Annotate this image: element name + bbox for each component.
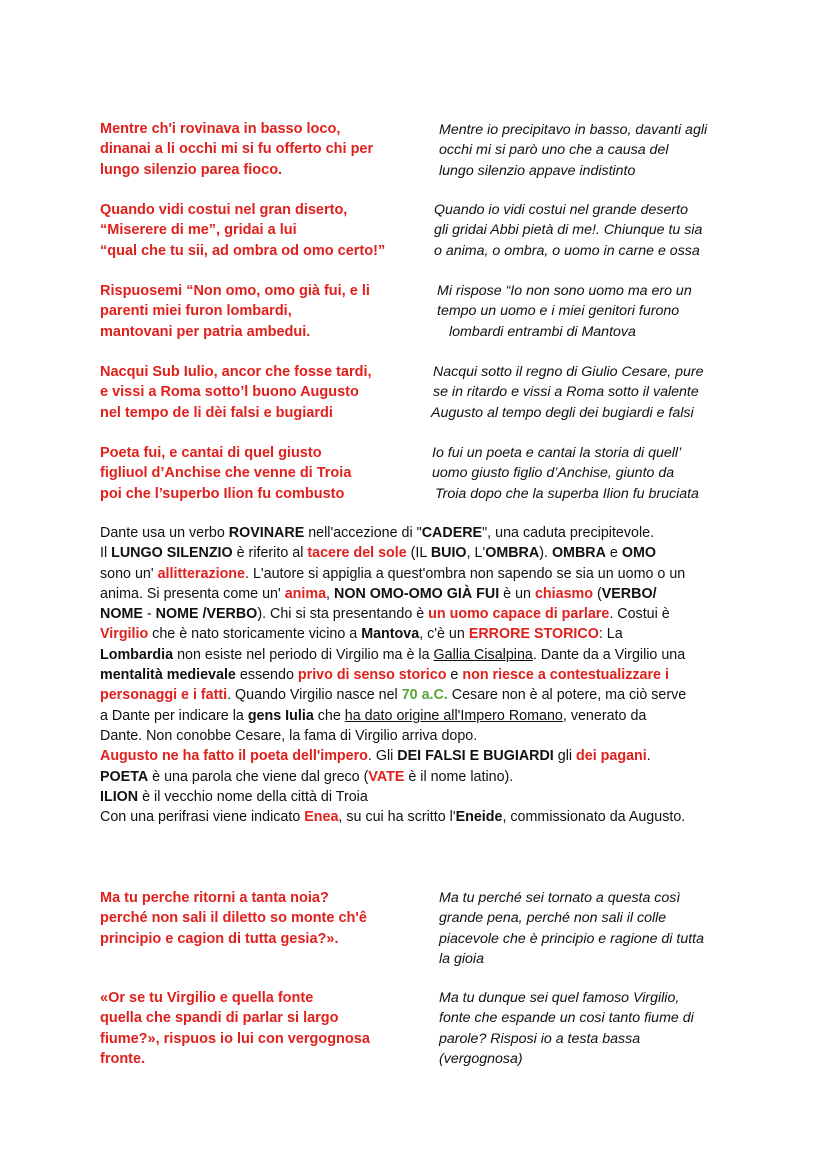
text-span: Con una perifrasi viene indicato xyxy=(100,809,305,826)
highlighted-text: POETA xyxy=(100,768,149,785)
verse-line: Quando vidi costui nel gran diserto, xyxy=(100,202,348,218)
verse-line: Ma tu perche ritorni a tanta noia? xyxy=(100,890,329,906)
verse-line: principio e cagion di tutta gesia?». xyxy=(100,930,339,947)
translation-line: Mentre io precipitavo in basso, davanti agli xyxy=(439,122,708,138)
text-span: , xyxy=(326,585,334,602)
text-span: , venerato da xyxy=(562,707,647,724)
translation-line: Augusto al tempo degli dei bugiardi e falsi xyxy=(431,404,694,421)
highlighted-text: 70 a.C. xyxy=(401,687,448,704)
commentary-line xyxy=(100,767,740,787)
verse-line: fronte. xyxy=(100,1050,146,1067)
text-span: : La xyxy=(598,626,623,643)
translation-line: fonte che espande un cosi tanto fiume di xyxy=(439,1010,694,1027)
highlighted-text: LUNGO SILENZIO xyxy=(111,545,233,562)
original-verse xyxy=(100,443,420,504)
text-span: è un xyxy=(499,585,535,602)
highlighted-text: non riesce a contestualizzare i xyxy=(462,667,669,684)
commentary-line xyxy=(100,685,740,705)
translation-line: parole? Risposi io a testa bassa xyxy=(439,1030,641,1047)
text-span: anima. Si presenta come un' xyxy=(100,585,285,602)
translation xyxy=(439,988,759,1069)
highlighted-text: VERBO/ xyxy=(601,585,657,602)
highlighted-text: ERRORE STORICO xyxy=(468,626,599,643)
text-span: Cesare non è al potere, ma ciò serve xyxy=(447,687,687,704)
verse-line: parenti miei furon lombardi, xyxy=(100,303,292,320)
text-span: . Costui è xyxy=(609,606,670,623)
commentary-paragraph xyxy=(100,523,740,827)
text-span: . Gli xyxy=(367,748,398,765)
translation-line: Troia dopo che la superba Ilion fu bruciata xyxy=(435,485,699,502)
translation-line: Mi rispose “Io non sono uomo ma ero un xyxy=(437,283,692,299)
translation xyxy=(439,888,759,969)
text-span: nell'accezione di " xyxy=(304,525,422,541)
verse-line: figliuol d’Anchise che venne di Troia xyxy=(100,465,352,482)
commentary-line xyxy=(100,726,740,746)
verse-line: Mentre ch'i rovinava in basso loco, xyxy=(100,121,341,137)
highlighted-text: gens Iulia xyxy=(247,707,314,724)
commentary-line xyxy=(100,665,740,685)
translation-line: lungo silenzio appave indistinto xyxy=(439,162,636,179)
text-span: - xyxy=(142,606,156,623)
text-span: sono un' xyxy=(100,565,158,582)
text-span: ", una caduta precipitevole. xyxy=(482,525,655,541)
text-span: è riferito al xyxy=(232,545,308,562)
text-span: ( xyxy=(593,585,602,602)
commentary-line xyxy=(100,564,740,584)
text-span: non esiste nel periodo di Virgilio ma è la xyxy=(173,646,434,663)
highlighted-text: un uomo capace di parlare xyxy=(428,606,610,623)
highlighted-text: Virgilio xyxy=(100,626,149,643)
text-span: che xyxy=(313,707,345,724)
text-span: e xyxy=(446,667,463,684)
highlighted-text: chiasmo xyxy=(534,585,593,602)
verse-line: poi che l’superbo Ilion fu combusto xyxy=(100,485,345,502)
highlighted-text: tacere del sole xyxy=(307,545,407,562)
underlined-text: Gallia Cisalpina xyxy=(433,646,533,663)
text-span: ). Chi si sta presentando è xyxy=(257,606,429,623)
commentary-line xyxy=(100,645,740,665)
highlighted-text: NON OMO-OMO GIÀ FUI xyxy=(334,585,500,602)
underlined-text: ha dato origine all'Impero Romano xyxy=(344,707,563,724)
translation-line: se in ritardo e vissi a Roma sotto il valente xyxy=(433,384,699,401)
original-verse xyxy=(100,362,420,423)
highlighted-text: Enea xyxy=(304,809,339,826)
text-span: Il xyxy=(100,545,112,562)
text-span: . Dante da a Virgilio una xyxy=(532,646,686,663)
verse-line: Nacqui Sub Iulio, ancor che fosse tardi, xyxy=(100,364,372,380)
translation-line: tempo un uomo e i miei genitori furono xyxy=(437,303,680,320)
commentary-line xyxy=(100,523,740,543)
highlighted-text: Mantova xyxy=(361,626,420,643)
verse-line: “qual che tu sii, ad ombra od omo certo!” xyxy=(100,242,386,259)
translation-line: Ma tu dunque sei quel famoso Virgilio, xyxy=(439,990,680,1006)
verse-line: perché non sali il diletto so monte ch'ê xyxy=(100,910,367,927)
translation-line: uomo giusto figlio d’Anchise, giunto da xyxy=(432,465,675,482)
translation-line: Ma tu perché sei tornato a questa così xyxy=(439,890,681,906)
commentary-line xyxy=(100,807,740,827)
original-verse xyxy=(100,119,420,180)
highlighted-text: OMBRA xyxy=(551,545,606,562)
highlighted-text: privo di senso storico xyxy=(297,667,447,684)
verse-line: Poeta fui, e cantai di quel giusto xyxy=(100,445,322,461)
translation xyxy=(439,120,759,181)
original-verse xyxy=(100,988,420,1069)
text-span: (IL xyxy=(406,545,431,562)
highlighted-text: Augusto ne ha fatto il poeta dell'impero xyxy=(100,748,368,765)
text-span: . L'autore si appiglia a quest'ombra non sapendo se sia un uomo o un xyxy=(245,565,686,582)
translation-line: o anima, o ombra, o uomo in carne e ossa xyxy=(434,242,700,259)
text-span: , c'è un xyxy=(419,626,469,643)
text-span: . Quando Virgilio nasce nel xyxy=(227,687,402,704)
translation-line: Quando io vidi costui nel grande deserto xyxy=(434,202,688,218)
highlighted-text: OMO xyxy=(621,545,657,562)
text-span: a Dante per indicare la xyxy=(100,707,248,724)
text-span: , L' xyxy=(466,545,486,562)
original-verse xyxy=(100,888,420,949)
highlighted-text: anima xyxy=(284,585,327,602)
highlighted-text: BUIO xyxy=(430,545,467,562)
verse-line: quella che spandi di parlar si largo xyxy=(100,1010,339,1027)
text-span: Dante. Non conobbe Cesare, la fama di Virgilio arriva dopo. xyxy=(100,727,478,744)
translation-line: la gioia xyxy=(439,950,484,967)
translation-line: Nacqui sotto il regno di Giulio Cesare, pure xyxy=(433,364,704,380)
original-verse xyxy=(100,281,420,342)
text-span: , commissionato da Augusto. xyxy=(502,809,686,826)
text-span: , su cui ha scritto l' xyxy=(338,809,456,826)
commentary-line xyxy=(100,787,740,807)
verse-line: fiume?», rispuos io lui con vergognosa xyxy=(100,1030,370,1047)
text-span: che è nato storicamente vicino a xyxy=(148,626,362,643)
verse-line: Rispuosemi “Non omo, omo già fui, e li xyxy=(100,283,370,299)
commentary-line xyxy=(100,543,740,563)
highlighted-text: VATE xyxy=(368,768,405,785)
highlighted-text: OMBRA xyxy=(485,545,540,562)
highlighted-text: dei pagani xyxy=(576,748,647,765)
text-span: e xyxy=(605,545,622,562)
commentary-line xyxy=(100,604,740,624)
text-span: è una parola che viene dal greco ( xyxy=(148,768,369,785)
commentary-line xyxy=(100,746,740,766)
translation-line: gli gridai Abbi pietà di me!. Chiunque tu sia xyxy=(434,222,703,239)
highlighted-text: allitterazione xyxy=(157,565,245,582)
text-span: ). xyxy=(539,545,552,562)
translation-line: grande pena, perché non sali il colle xyxy=(439,910,667,927)
translation-line: lombardi entrambi di Mantova xyxy=(449,323,636,340)
text-span: gli xyxy=(553,748,577,765)
verse-line: mantovani per patria ambedui. xyxy=(100,323,311,340)
highlighted-text: DEI FALSI E BUGIARDI xyxy=(397,748,554,765)
highlighted-text: mentalità medievale xyxy=(100,667,236,684)
text-span: . xyxy=(646,748,651,765)
commentary-line xyxy=(100,706,740,726)
translation-line: occhi mi si parò uno che a causa del xyxy=(439,142,669,159)
highlighted-text: personaggi e i fatti xyxy=(100,687,228,704)
highlighted-text: Lombardia xyxy=(100,646,174,663)
highlighted-text: Eneide xyxy=(455,809,503,826)
text-span: è il vecchio nome della città di Troia xyxy=(138,788,368,805)
translation-line: piacevole che è principio e ragione di tutta xyxy=(439,930,705,947)
translation xyxy=(431,362,751,423)
verse-line: nel tempo de li dèi falsi e bugiardi xyxy=(100,404,333,421)
highlighted-text: ROVINARE xyxy=(228,525,305,541)
text-span: Dante usa un verbo xyxy=(100,525,229,541)
original-verse xyxy=(100,200,420,261)
commentary-line xyxy=(100,624,740,644)
translation-line: Io fui un poeta e cantai la storia di quell’ xyxy=(432,445,682,461)
highlighted-text: NOME xyxy=(100,606,143,623)
highlighted-text: NOME /VERBO xyxy=(155,606,258,623)
translation-line: (vergognosa) xyxy=(439,1050,523,1067)
verse-line: e vissi a Roma sotto’l buono Augusto xyxy=(100,384,359,401)
translation xyxy=(434,200,754,261)
verse-line: dinanai a li occhi mi si fu offerto chi per xyxy=(100,141,374,158)
text-span: è il nome latino). xyxy=(404,768,514,785)
verse-line: “Miserere di me”, gridai a lui xyxy=(100,222,297,239)
highlighted-text: ILION xyxy=(100,788,139,805)
verse-line: lungo silenzio parea fioco. xyxy=(100,161,283,178)
translation xyxy=(437,281,757,342)
highlighted-text: CADERE xyxy=(421,525,483,541)
verse-line: «Or se tu Virgilio e quella fonte xyxy=(100,990,314,1006)
text-span: essendo xyxy=(235,667,298,684)
translation xyxy=(432,443,752,504)
commentary-line xyxy=(100,584,740,604)
